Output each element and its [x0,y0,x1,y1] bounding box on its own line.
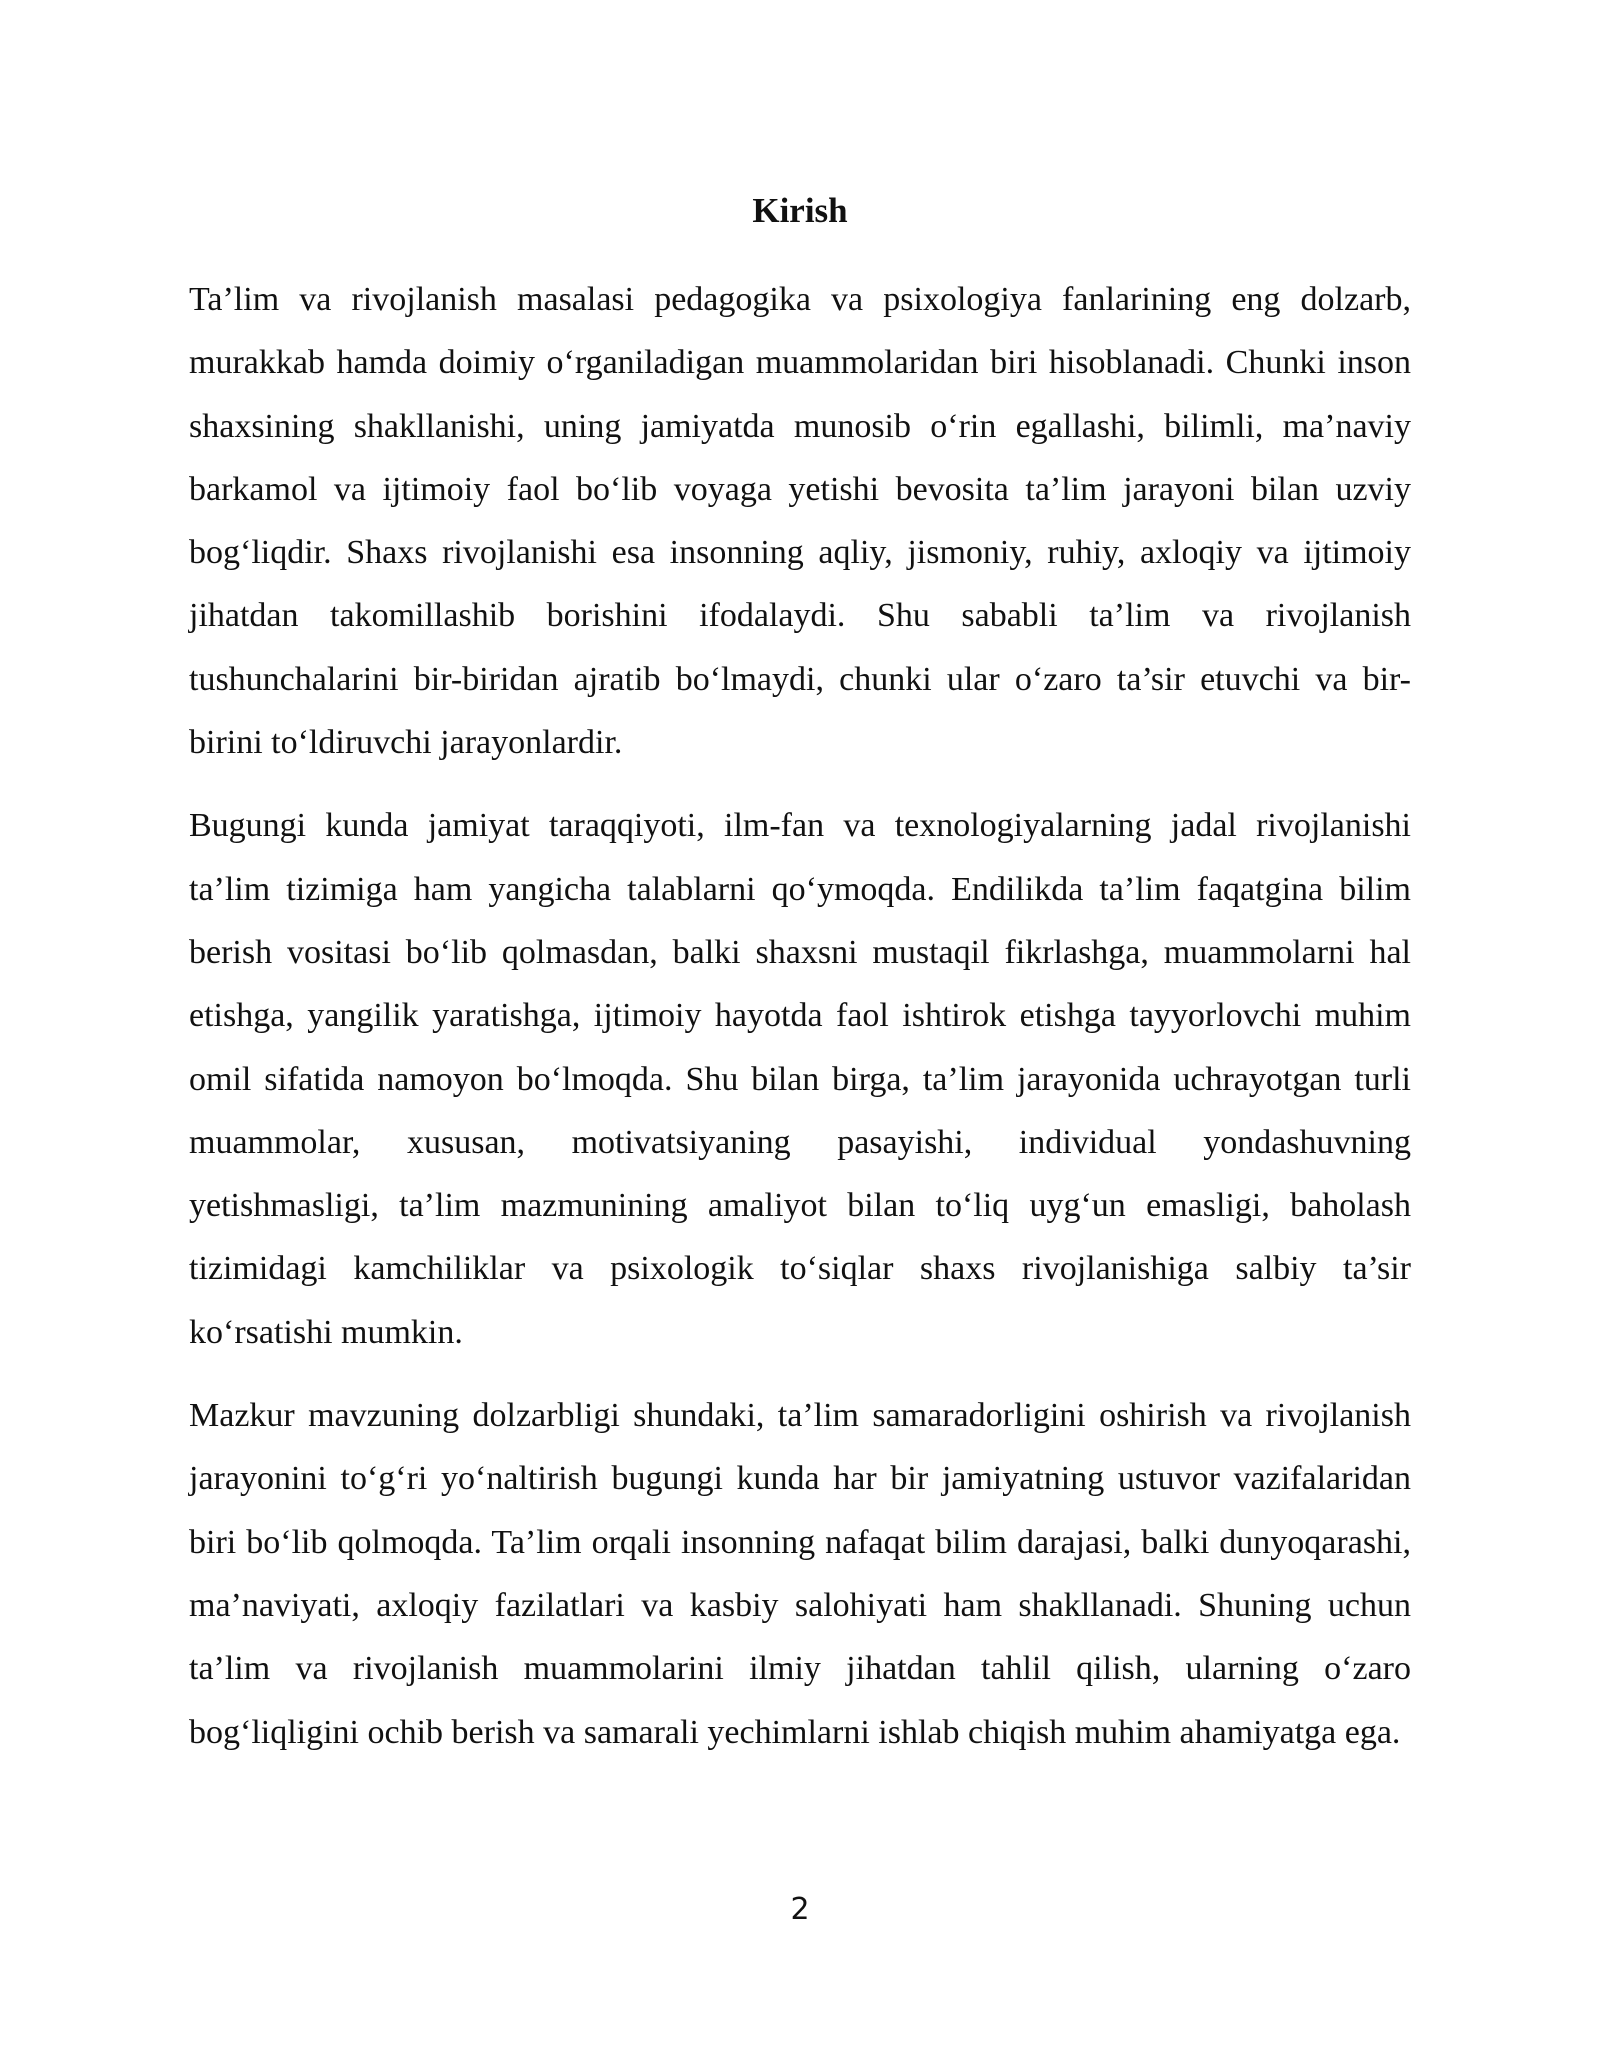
page-number: 2 [790,1892,810,1927]
paragraph-2: Bugungi kunda jamiyat taraqqiyoti, ilm-fan va texnologiyalarning jadal rivojlanishi ta’lim tizimiga ham yangicha talablarni qo‘ymoqda. Endilikda ta’lim faqatgina bilim berish vositasi bo‘lib qolmasdan, balki shaxsni mustaqil fikrlashga, muammolarni hal etishga, yangilik yaratishga, ijtimoiy hayotda faol ishtirok etishga tayyorlovchi muhim omil sifatida namoyon bo‘lmoqda. Shu bilan birga, ta’lim jarayonida uchrayotgan turli muammolar, xususan, motivatsiyaning pasayishi, individual yondashuvning yetishmasligi, ta’lim mazmunining amaliyot bilan to‘liq uyg‘un emasligi, baholash tizimidagi kamchiliklar va psixologik to‘siqlar shaxs rivojlanishiga salbiy ta’sir ko‘rsatishi mumkin. [189,807,1411,1351]
paragraph-1: Ta’lim va rivojlanish masalasi pedagogika va psixologiya fanlarining eng dolzarb, murakkab hamda doimiy o‘rganiladigan muammolaridan biri hisoblanadi. Chunki inson shaxsining shakllanishi, uning jamiyatda munosib o‘rin egallashi, bilimli, ma’naviy barkamol va ijtimoiy faol bo‘lib voyaga yetishi bevosita ta’lim jarayoni bilan uzviy bog‘liqdir. Shaxs rivojlanishi esa insonning aqliy, jismoniy, ruhiy, axloqiy va ijtimoiy jihatdan takomillashib borishini ifodalaydi. Shu sababli ta’lim va rivojlanish tushunchalarini bir-biridan ajratib bo‘lmaydi, chunki ular o‘zaro ta’sir etuvchi va bir-birini to‘ldiruvchi jarayonlardir. [189,281,1411,762]
paragraph-3: Mazkur mavzuning dolzarbligi shundaki, ta’lim samaradorligini oshirish va rivojlanish jarayonini to‘g‘ri yo‘naltirish bugungi kunda har bir jamiyatning ustuvor vazifalaridan biri bo‘lib qolmoqda. Ta’lim orqali insonning nafaqat bilim darajasi, balki dunyoqarashi, ma’naviyati, axloqiy fazilatlari va kasbiy salohiyati ham shakllanadi. Shuning uchun ta’lim va rivojlanish muammolarini ilmiy jihatdan tahlil qilish, ularning o‘zaro bog‘liqligini ochib berish va samarali yechimlarni ishlab chiqish muhim ahamiyatga ega. [189,1397,1411,1751]
section-heading: Kirish [752,191,848,230]
body-text [189,268,1411,1784]
